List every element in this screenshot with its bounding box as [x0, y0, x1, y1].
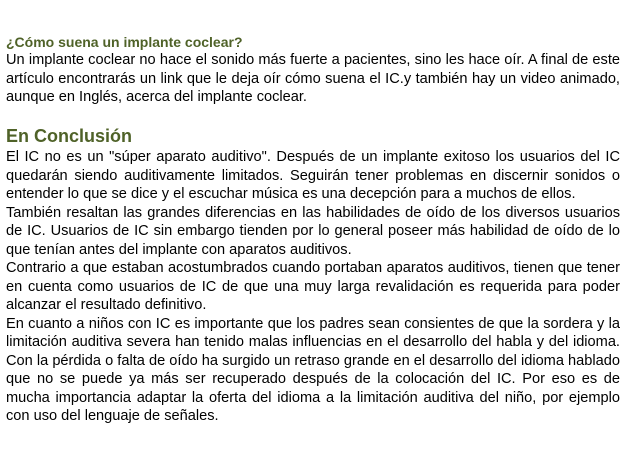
intro-paragraph: Un implante coclear no hace el sonido más fuerte a pacientes, sino les hace oír. A final de este artículo encontrarás un link que le deja oír cómo suena el IC.y también hay un video animado, aunque en Inglés, acerca del implante coclear.	[6, 52, 620, 105]
question-title: ¿Cómo suena un implante coclear?	[6, 34, 243, 50]
conclusion-paragraph-3: Contrario a que estaban acostumbrados cuando portaban aparatos auditivos, tienen que tener en cuenta como usuarios de IC de que una muy larga revalidación es requerida para poder alcanzar el resultado definitivo.	[6, 260, 620, 313]
conclusion-section	[6, 148, 620, 426]
conclusion-paragraph-4: En cuanto a niños con IC es importante que los padres sean consientes de que la sordera y la limitación auditiva severa han tenido malas influencias en el desarrollo del habla y del idioma. Con la pérdida o falta de oído ha surgido un retraso grande en el desarrollo del idioma hablado que no se puede ya más ser recuperado después de la colocación del IC. Por eso es de mucha importancia adaptar la oferta del idioma a la limitación auditiva del niño, por ejemplo con uso del lenguaje de señales.	[6, 315, 620, 424]
conclusion-heading: En Conclusión	[6, 126, 132, 146]
conclusion-paragraph-1: El IC no es un "súper aparato auditivo". Después de un implante exitoso los usuarios del IC quedarán siendo auditivamente limitados. Seguirán tener problemas en discernir sonidos o entender lo que se dice y el escuchar música es una decepción para a muchos de ellos.	[6, 149, 620, 202]
intro-section	[6, 51, 620, 107]
conclusion-paragraph-2: También resaltan las grandes diferencias en las habilidades de oído de los diversos usuarios de IC. Usuarios de IC sin embargo tienden por lo general poseer más habilidad de oído de lo que tenían antes del implante con aparatos auditivos.	[6, 204, 620, 258]
